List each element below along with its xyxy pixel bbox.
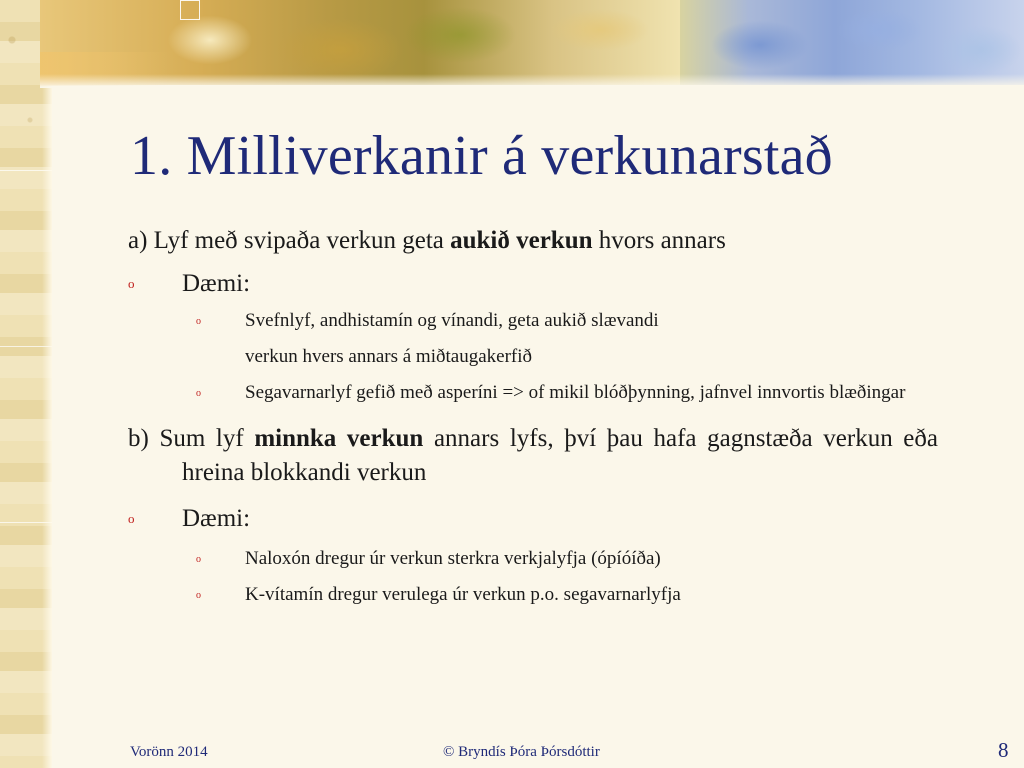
section-b-example-heading (128, 502, 938, 536)
section-a-text (128, 224, 938, 258)
example-text: Naloxón dregur úr verkun sterkra verkjalyfja (ópíóíða) (245, 548, 661, 569)
section-a-example-item (128, 308, 938, 334)
bullet-icon: o (128, 276, 135, 291)
section-a-emphasis: aukið verkun (450, 227, 593, 254)
footer-author: © Bryndís Þóra Þórsdóttir (443, 744, 600, 760)
bullet-icon: o (128, 511, 135, 526)
top-decorative-banner (40, 0, 1024, 88)
banner-frame-accent (180, 0, 200, 20)
left-decorative-strip (0, 0, 52, 768)
section-b-example-item (128, 546, 938, 572)
section-b-example-item (128, 582, 938, 608)
section-a-example-heading (128, 267, 938, 301)
section-b-text (128, 422, 938, 490)
bullet-icon: o (196, 388, 201, 399)
footer-semester: Vorönn 2014 (130, 744, 208, 760)
example-text: Segavarnarlyf gefið með asperíni => of mikil blóðþynning, jafnvel innvortis blæðingar (245, 382, 906, 403)
example-text: K-vítamín dregur verulega úr verkun p.o. segavarnarlyfja (245, 584, 681, 605)
strip-divider (0, 170, 52, 171)
section-a-example-continuation (128, 344, 938, 370)
section-a-suffix: hvors annars (598, 227, 726, 254)
section-b-suffix: annars lyfs, því þau hafa gagnstæða verkun eða hreina blokkandi verkun (182, 425, 939, 486)
bullet-icon: o (196, 316, 201, 327)
strip-divider (0, 346, 52, 347)
section-b-prefix: b) Sum lyf (128, 425, 244, 452)
strip-divider (0, 522, 52, 523)
slide-title: 1. Milliverkanir á verkunarstað (130, 125, 833, 187)
slide-body (128, 224, 938, 608)
section-a-prefix: a) Lyf með svipaða verkun geta (128, 227, 444, 254)
section-b-emphasis: minnka verkun (254, 425, 424, 452)
section-a-example-item (128, 380, 938, 406)
example-text: Svefnlyf, andhistamín og vínandi, geta aukið slævandi (245, 310, 659, 331)
example-label: Dæmi: (182, 505, 251, 532)
slide-number: 8 (998, 738, 1009, 762)
blue-leaves-image (680, 0, 1024, 85)
bullet-icon: o (196, 554, 201, 565)
bullet-icon: o (196, 590, 201, 601)
banner-fade (40, 74, 1024, 88)
example-text: verkun hvers annars á miðtaugakerfið (245, 346, 533, 367)
example-label: Dæmi: (182, 270, 251, 297)
